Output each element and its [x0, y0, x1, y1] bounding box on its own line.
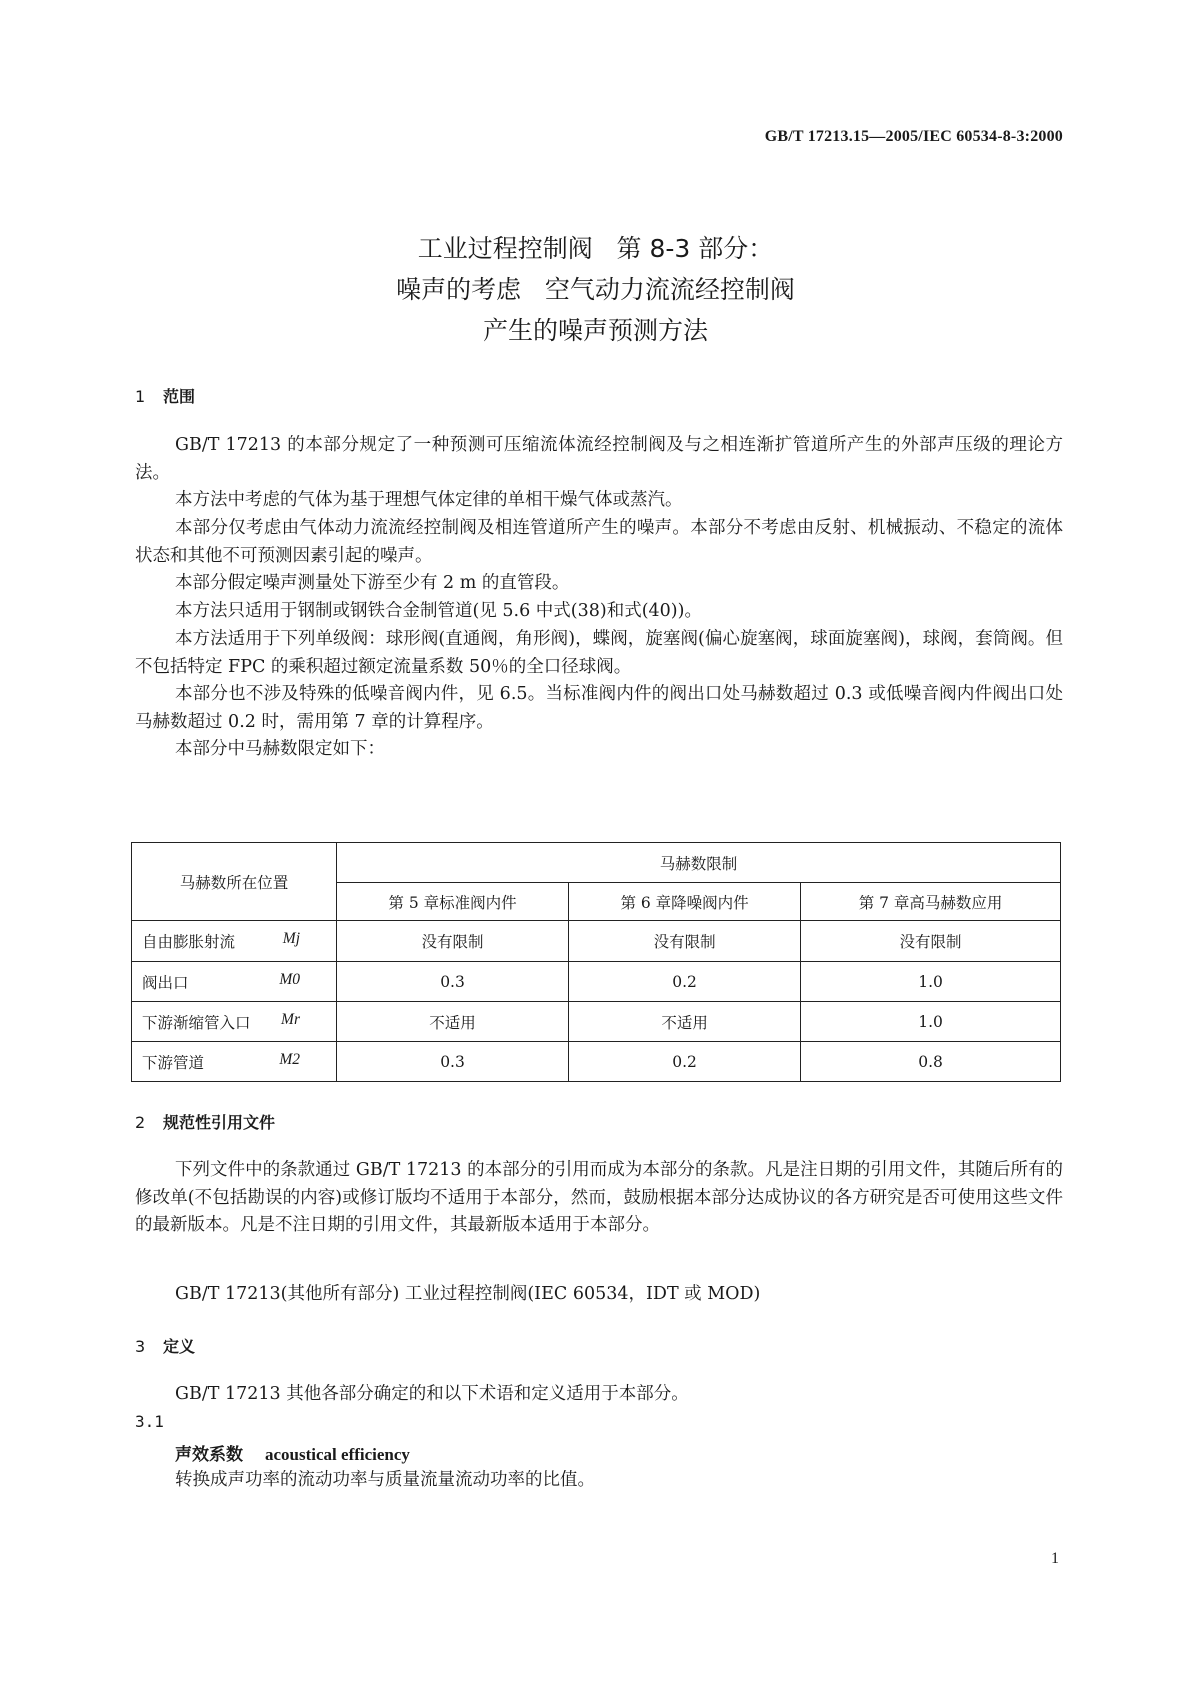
row-label-cell [132, 921, 337, 962]
row-label-cell [132, 1002, 337, 1042]
subsection-number: 3.1 [135, 1412, 164, 1431]
section-title: 范围 [163, 387, 196, 406]
row-label: 下游渐缩管入口 [142, 1013, 251, 1032]
title-line-2: 噪声的考虑 空气动力流流经控制阀 [396, 275, 795, 304]
row-label: 自由膨胀射流 [142, 933, 236, 951]
term-definition: 转换成声功率的流动功率与质量流量流动功率的比值。 [175, 1470, 595, 1490]
paragraph: 本方法中考虑的气体为基于理想气体定律的单相干燥气体或蒸汽。 [175, 490, 683, 510]
term-chinese: 声效系数 [175, 1445, 243, 1465]
row-label-cell [132, 1042, 337, 1082]
table-cell: 0.2 [569, 1042, 801, 1082]
section-2-heading [135, 1110, 275, 1133]
paragraph: 本方法适用于下列单级阀：球形阀(直通阀，角形阀)，蝶阀，旋塞阀(偏心旋塞阀，球面旋塞阀)，球阀，套筒阀。但不包括特定 FPC 的乘积超过额定流量系数 50％的全口径球阀。 [135, 629, 1063, 677]
page-number: 1 [1051, 1550, 1059, 1567]
table-row [132, 921, 1061, 962]
paragraph: 本部分假定噪声测量处下游至少有 2 m 的直管段。 [175, 573, 570, 593]
table-subheader: 第 5 章标准阀内件 [337, 883, 569, 921]
table-subheader: 第 6 章降噪阀内件 [569, 883, 801, 921]
row-label-cell [132, 962, 337, 1002]
table-row [132, 962, 1061, 1002]
row-label: 下游管道 [142, 1053, 205, 1072]
table-cell: 不适用 [337, 1002, 569, 1042]
section-number: 1 [135, 387, 146, 406]
title-line-3: 产生的噪声预测方法 [482, 316, 708, 345]
section-3-heading [135, 1334, 195, 1357]
section-number: 3 [135, 1337, 146, 1356]
mach-limit-table [131, 842, 1061, 1082]
table-cell: 0.3 [337, 962, 569, 1002]
paragraph: 本部分中马赫数限定如下： [175, 739, 385, 759]
table-cell: 没有限制 [337, 921, 569, 962]
table-subheader: 第 7 章高马赫数应用 [801, 883, 1061, 921]
table-cell: 不适用 [569, 1002, 801, 1042]
mach-symbol: M0 [279, 970, 300, 988]
paragraph: 本方法只适用于钢制或钢铁合金制管道(见 5.6 中式(38)和式(40))。 [175, 601, 702, 621]
table-header-location: 马赫数所在位置 [132, 843, 337, 921]
section-1-heading [135, 384, 195, 407]
table-cell: 没有限制 [569, 921, 801, 962]
document-title [0, 228, 1191, 351]
term-entry [175, 1440, 410, 1465]
mach-symbol: Mr [281, 1010, 300, 1028]
section-number: 2 [135, 1113, 146, 1132]
section-title: 定义 [163, 1337, 196, 1356]
table-cell: 没有限制 [801, 921, 1061, 962]
table-cell: 0.8 [801, 1042, 1061, 1082]
mach-symbol: M2 [279, 1050, 300, 1068]
table-cell: 0.3 [337, 1042, 569, 1082]
table-cell: 0.2 [569, 962, 801, 1002]
paragraph: 下列文件中的条款通过 GB/T 17213 的本部分的引用而成为本部分的条款。凡是注日期的引用文件，其随后所有的修改单(不包括勘误的内容)或修订版均不适用于本部分，然而，鼓励根据本部分达成协议的各方研究是否可使用这些文件的最新版本。凡是不注日期的引用文件，其最新版本适用于本部分。 [135, 1160, 1063, 1235]
paragraph: 本部分仅考虑由气体动力流流经控制阀及相连管道所产生的噪声。本部分不考虑由反射、机械振动、不稳定的流体状态和其他不可预测因素引起的噪声。 [135, 518, 1063, 566]
table-cell: 1.0 [801, 962, 1061, 1002]
standard-code: GB/T 17213.15—2005/IEC 60534-8-3:2000 [764, 128, 1063, 145]
title-line-1: 工业过程控制阀 第 8-3 部分： [417, 234, 774, 263]
paragraph: 本部分也不涉及特殊的低噪音阀内件，见 6.5。当标准阀内件的阀出口处马赫数超过 0.3 或低噪音阀内件阀出口处马赫数超过 0.2 时，需用第 7 章的计算程序。 [135, 684, 1063, 732]
paragraph: GB/T 17213 的本部分规定了一种预测可压缩流体流经控制阀及与之相连渐扩管道所产生的外部声压级的理论方法。 [135, 435, 1063, 483]
table-header-limit: 马赫数限制 [337, 843, 1061, 883]
reference-entry: GB/T 17213(其他所有部分) 工业过程控制阀(IEC 60534，IDT 或 MOD) [175, 1284, 761, 1304]
mach-symbol: Mj [282, 930, 300, 947]
table-row [132, 1002, 1061, 1042]
table-cell: 1.0 [801, 1002, 1061, 1042]
paragraph: GB/T 17213 其他各部分确定的和以下术语和定义适用于本部分。 [175, 1384, 689, 1404]
row-label: 阀出口 [142, 973, 189, 992]
term-english: acoustical efficiency [265, 1445, 410, 1464]
section-title: 规范性引用文件 [163, 1113, 276, 1132]
table-row [132, 1042, 1061, 1082]
